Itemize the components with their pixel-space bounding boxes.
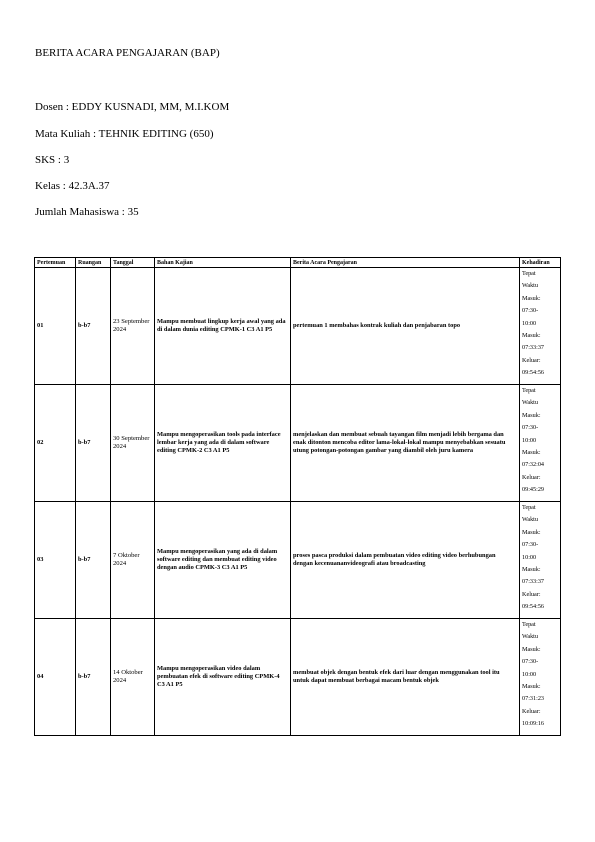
- kehadiran-line: 07:31:23: [522, 695, 545, 703]
- kehadiran-line: Masuk:: [522, 411, 541, 419]
- cell-tanggal: 30 September 2024: [111, 385, 155, 502]
- cell-tanggal: 23 September 2024: [111, 268, 155, 385]
- kehadiran-line: Tepat: [522, 621, 536, 628]
- kehadiran-line: Masuk:: [522, 683, 541, 691]
- cell-kehadiran: [520, 502, 561, 619]
- kehadiran-line: Keluar:: [522, 590, 541, 598]
- cell-kehadiran: [520, 268, 561, 385]
- cell-ruangan: b-b7: [76, 268, 111, 385]
- cell-pertemuan: 01: [35, 268, 76, 385]
- cell-berita-acara: menjelaskan dan membuat sebuah tayangan film menjadi lebih bergama dan enak ditonton mencoba editor lama-lokal-lokal mampu menyebabkan sesuatu utung potongan-potongan gambar yang diambil oleh juru kamera: [291, 385, 520, 502]
- kehadiran-line: 07:30-: [522, 307, 539, 315]
- student-count-line: Jumlah Mahasiswa : 35: [35, 206, 139, 218]
- cell-ruangan: b-b7: [76, 385, 111, 502]
- header-kehadiran: Kehadiran: [520, 258, 561, 268]
- kehadiran-line: 10:00: [522, 553, 537, 561]
- kehadiran-line: 07:30-: [522, 658, 539, 666]
- kehadiran-line: 10:09:16: [522, 720, 545, 728]
- kehadiran-line: 07:32:04: [522, 461, 545, 469]
- kehadiran-line: 07:30-: [522, 424, 539, 432]
- cell-pertemuan: 03: [35, 502, 76, 619]
- cell-bahan-kajian: Mampu mengoperasikan yang ada di dalam software editing dan membuat editing video dengan audio CPMK-3 C3 A1 P5: [155, 502, 291, 619]
- kehadiran-line: 07:33:37: [522, 344, 545, 352]
- bap-table: [34, 257, 561, 736]
- cell-ruangan: b-b7: [76, 502, 111, 619]
- kehadiran-line: Masuk:: [522, 294, 541, 302]
- cell-pertemuan: 02: [35, 385, 76, 502]
- kehadiran-line: 10:00: [522, 436, 537, 444]
- kehadiran-line: 10:00: [522, 670, 537, 678]
- cell-bahan-kajian: Mampu mengoperasikan video dalam pembuatan efek di software editing CPMK-4 C3 A1 P5: [155, 619, 291, 736]
- cell-berita-acara: pertemuan 1 membahas kontrak kuliah dan penjabaran topo: [291, 268, 520, 385]
- kehadiran-line: 07:33:37: [522, 578, 545, 586]
- kehadiran-line: Waktu: [522, 282, 538, 290]
- kehadiran-line: Masuk:: [522, 528, 541, 536]
- kehadiran-line: 09:54:56: [522, 369, 545, 377]
- kehadiran-line: Tepat: [522, 270, 536, 277]
- cell-berita-acara: proses pasca produksi dalam pembuatan video editing video berhubungan dengan kecenuananvideografi atau broadcasting: [291, 502, 520, 619]
- header-bahan-kajian: Bahan Kajian: [155, 258, 291, 268]
- cell-pertemuan: 04: [35, 619, 76, 736]
- kehadiran-line: 09:45:29: [522, 486, 545, 494]
- table-row: [35, 385, 561, 502]
- kehadiran-line: 07:30-: [522, 541, 539, 549]
- kehadiran-line: Tepat: [522, 504, 536, 511]
- kehadiran-line: Masuk:: [522, 332, 541, 340]
- document-title: BERITA ACARA PENGAJARAN (BAP): [35, 47, 220, 59]
- cell-ruangan: b-b7: [76, 619, 111, 736]
- table-header-row: [35, 258, 561, 268]
- header-berita-acara: Berita Acara Pengajaran: [291, 258, 520, 268]
- header-ruangan: Ruangan: [76, 258, 111, 268]
- cell-tanggal: 7 Oktober 2024: [111, 502, 155, 619]
- cell-berita-acara: membuat objek dengan bentuk efek dari luar dengan menggunakan tool itu untuk dapat membuat berbagai macam bentuk objek: [291, 619, 520, 736]
- kehadiran-line: Tepat: [522, 387, 536, 394]
- cell-tanggal: 14 Oktober 2024: [111, 619, 155, 736]
- cell-kehadiran: [520, 619, 561, 736]
- kehadiran-line: Waktu: [522, 633, 538, 641]
- kehadiran-line: Waktu: [522, 516, 538, 524]
- kehadiran-line: Keluar:: [522, 707, 541, 715]
- cell-bahan-kajian: Mampu membuat lingkup kerja awal yang ada di dalam dunia editing CPMK-1 C3 A1 P5: [155, 268, 291, 385]
- kehadiran-line: 10:00: [522, 319, 537, 327]
- cell-bahan-kajian: Mampu mengoperasikan tools pada interface lembar kerja yang ada di dalam software editing CPMK-2 C3 A1 P5: [155, 385, 291, 502]
- table-row: [35, 502, 561, 619]
- table-row: [35, 268, 561, 385]
- kehadiran-line: Keluar:: [522, 473, 541, 481]
- kehadiran-line: Masuk:: [522, 566, 541, 574]
- kehadiran-line: Masuk:: [522, 645, 541, 653]
- lecturer-line: Dosen : EDDY KUSNADI, MM, M.I.KOM: [35, 101, 230, 113]
- header-tanggal: Tanggal: [111, 258, 155, 268]
- cell-kehadiran: [520, 385, 561, 502]
- kehadiran-line: Waktu: [522, 399, 538, 407]
- class-line: Kelas : 42.3A.37: [35, 180, 110, 192]
- table-row: [35, 619, 561, 736]
- kehadiran-line: 09:54:56: [522, 603, 545, 611]
- kehadiran-line: Keluar:: [522, 356, 541, 364]
- course-line: Mata Kuliah : TEHNIK EDITING (650): [35, 128, 214, 140]
- credits-line: SKS : 3: [35, 154, 70, 166]
- header-pertemuan: Pertemuan: [35, 258, 76, 268]
- kehadiran-line: Masuk:: [522, 449, 541, 457]
